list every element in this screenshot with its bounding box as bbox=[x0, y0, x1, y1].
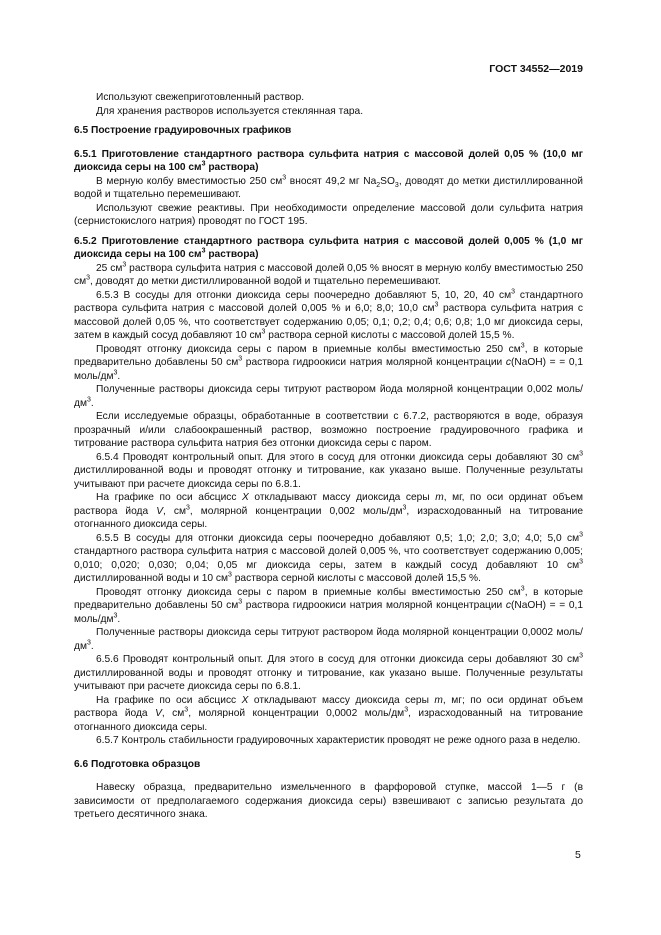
paragraph-6-5-3: 6.5.3 В сосуды для отгонки диоксида серы поочередно добавляют 5, 10, 20, 40 $см^3$ стандартного раствора сульфита натрия с массовой долей 0,005 % и 6,0; 8,0; 10,0 $см^3$ раствора сульфита натрия с массовой долей 0,05 %, что соответствует содержанию 0,05; 0,1; 0,2; 0,4; 0,6; 0,8; 1,0 мг диоксида серы, затем в каждый сосуд добавляют 10 $см^3$ раствора серной кислоты с массовой долей 15,5 %. bbox=[74, 288, 583, 341]
standard-designation: ГОСТ 34552—2019 bbox=[489, 63, 583, 75]
paragraph: Проводят отгонку диоксида серы с паром в приемные колбы вместимостью 250 $см^3$, в которые предварительно добавлены 50 $см^3$ раствора гидроокиси натрия молярной концентрации c(NaOH) = = 0,1 моль/$дм^3$. bbox=[74, 585, 583, 625]
paragraph: На графике по оси абсцисс X откладывают массу диоксида серы m, мг; по оси ординат объем раствора йода V, $см^3$, молярной концентрации 0,0002 моль/$дм^3$, израсходованный на титрование отогнанного диоксида серы. bbox=[74, 694, 583, 733]
paragraph: Используют свежеприготовленный раствор. bbox=[96, 92, 305, 103]
paragraph: 25 $см^3$ раствора сульфита натрия с массовой долей 0,05 % вносят в мерную колбу вместимостью 250 $см^3$, доводят до метки дистиллированной водой и тщательно перемешивают. bbox=[74, 261, 583, 287]
paragraph-6-5-4: 6.5.4 Проводят контрольный опыт. Для этого в сосуд для отгонки диоксида серы добавляют 30 $см^3$ дистиллированной воды и проводят отгонку и титрование, как указано выше. Полученные результаты учитывают при расчете диоксида серы по 6.8.1. bbox=[74, 450, 583, 490]
paragraph: Проводят отгонку диоксида серы с паром в приемные колбы вместимостью 250 $см^3$, в которые предварительно добавлены 50 $см^3$ раствора гидроокиси натрия молярной концентрации c(NaOH) = = 0,1 моль/$дм^3$. bbox=[74, 342, 583, 382]
paragraph: На графике по оси абсцисс X откладывают массу диоксида серы m, мг, по оси ординат объем раствора йода V, $см^3$, молярной концентрации 0,002 моль/$дм^3$, израсходованный на титрование отогнанного диоксида серы. bbox=[74, 492, 583, 530]
paragraph: Если исследуемые образцы, обработанные в соответствии с 6.7.2, растворяются в воде, образуя прозрачный и/или слабоокрашенный раствор, возможно построение градуировочного графика и титрование раствора сульфита натрия без отгонки диоксида серы с паром. bbox=[74, 411, 583, 449]
page-number: 5 bbox=[575, 849, 581, 861]
paragraph: В мерную колбу вместимостью 250 $см^3$ вносят 49,2 мг $Na_2SO_3$, доводят до метки дистиллированной водой и тщательно перемешивают. bbox=[74, 174, 583, 200]
subsection-heading-6-5-1: 6.5.1 Приготовление стандартного раствора сульфита натрия с массовой долей 0,05 % (10,0 мг диоксида серы на 100 $см^3$ раствора) bbox=[74, 148, 583, 173]
paragraph-6-5-6: 6.5.6 Проводят контрольный опыт. Для этого в сосуд для отгонки диоксида серы добавляют 30 $см^3$ дистиллированной воды и проводят отгонку и титрование, как указано выше. Полученные результаты учитывают при расчете диоксида серы по 6.8.1. bbox=[74, 652, 583, 692]
paragraph-6-5-7: 6.5.7 Контроль стабильности градуировочных характеристик проводят не реже одного раза в неделю. bbox=[96, 735, 581, 746]
paragraph: Используют свежие реактивы. При необходимости определение массовой доли сульфита натрия (сернистокислого натрия) проводят по ГОСТ 195. bbox=[74, 202, 583, 227]
paragraph: Для хранения растворов используется стеклянная тара. bbox=[96, 105, 364, 117]
subsection-heading-6-5-2: 6.5.2 Приготовление стандартного раствора сульфита натрия с массовой долей 0,005 % (1,0 мг диоксида серы на 100 $см^3$ раствора) bbox=[74, 235, 583, 260]
section-heading-6-6: 6.6 Подготовка образцов bbox=[74, 758, 201, 770]
paragraph: Навеску образца, предварительно измельченного в фарфоровой ступке, массой 1—5 г (в зависимости от предполагаемого содержания диоксида серы) взвешивают с записью результата до третьего десятичного знака. bbox=[74, 782, 583, 820]
paragraph-6-5-5: 6.5.5 В сосуды для отгонки диоксида серы поочередно добавляют 0,5; 1,0; 2,0; 3,0; 4,0; 5,0 $см^3$ стандартного раствора сульфита натрия с массовой долей 0,005 %, что соответствует содержанию 0,005; 0,010; 0,020; 0,030; 0,04; 0,05 мг диоксида серы, затем в каждый сосуд добавляют 10 $см^3$ дистиллированной воды и 10 $см^3$ раствора серной кислоты с массовой долей 15,5 %. bbox=[74, 531, 583, 584]
section-heading-6-5: 6.5 Построение градуировочных графиков bbox=[74, 125, 292, 136]
paragraph: Полученные растворы диоксида серы титруют раствором йода молярной концентрации 0,002 моль/$дм^3$. bbox=[74, 384, 583, 409]
paragraph: Полученные растворы диоксида серы титруют раствором йода молярной концентрации 0,0002 моль/$дм^3$. bbox=[74, 627, 583, 652]
